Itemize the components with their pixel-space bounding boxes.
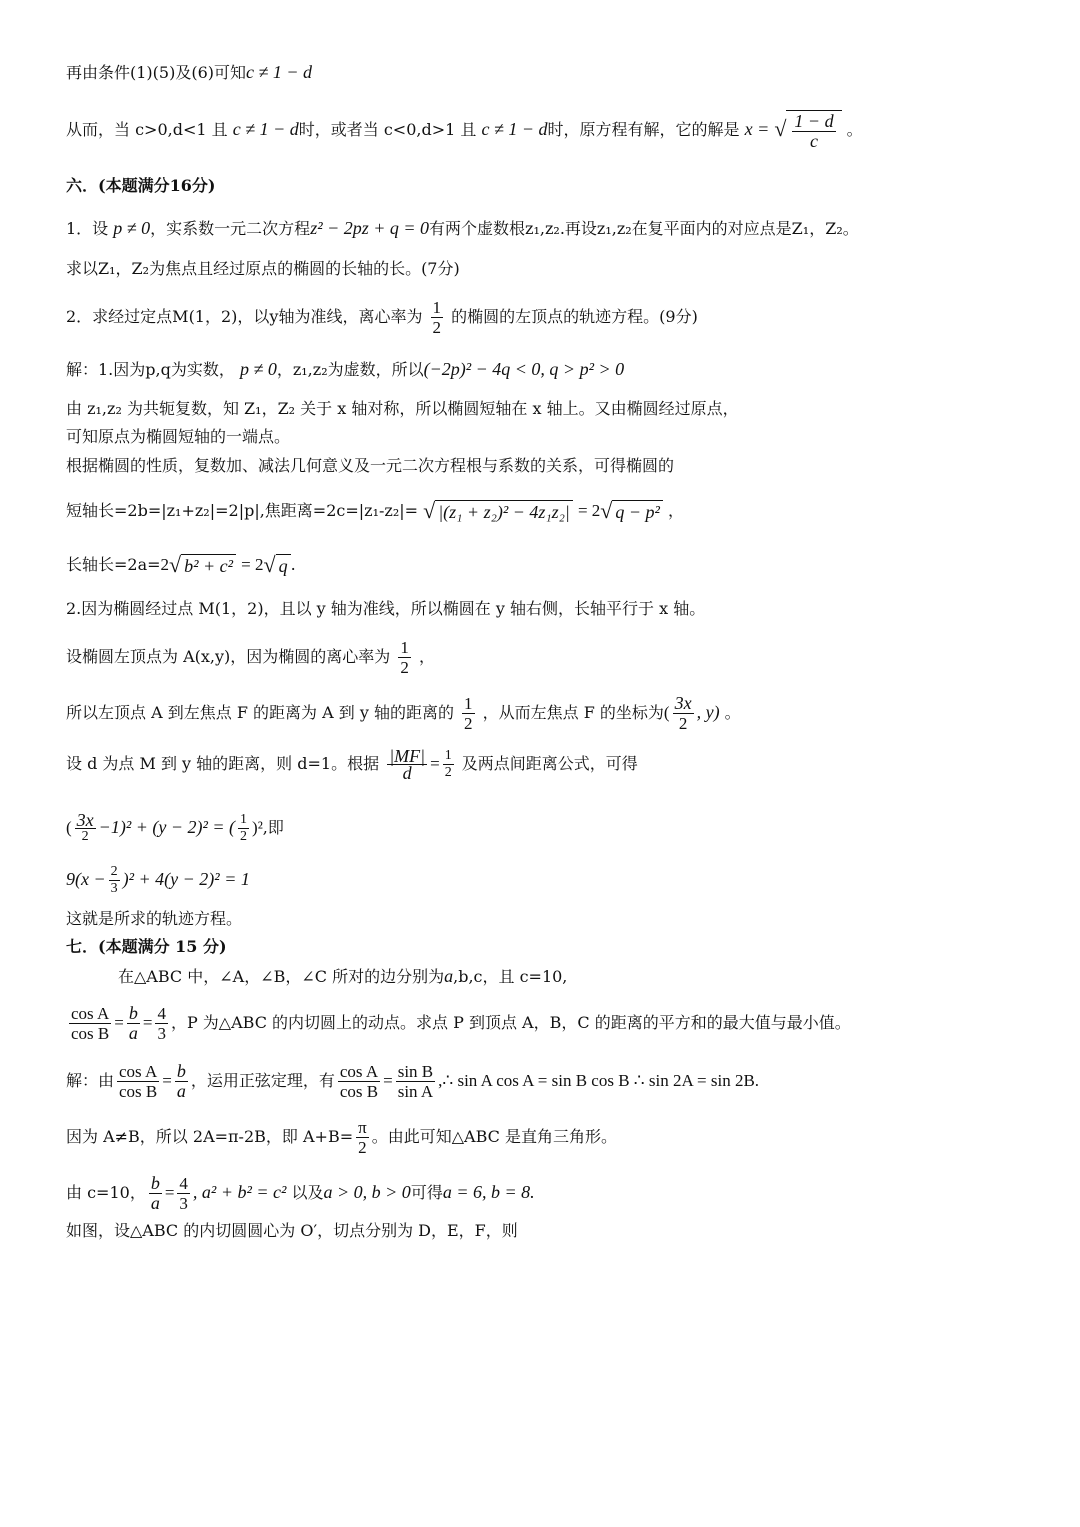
- text: 由 c=10，: [66, 1183, 146, 1202]
- sqrt-expr: √ q: [264, 554, 291, 577]
- math-expr: = 2: [241, 555, 264, 574]
- text: 短轴长=2b=|z₁+z₂|=2|p|,焦距离=2c=|z₁-z₂|=: [66, 501, 419, 520]
- math-expr: z² − 2pz + q = 0: [310, 218, 430, 238]
- math-expr: −1)² + (y − 2)² = (: [98, 817, 236, 837]
- fraction-denominator: 3: [157, 1024, 166, 1043]
- fraction-denominator: 2: [678, 714, 688, 733]
- text: 设椭圆左顶点为 A(x,y)，因为椭圆的离心率为: [66, 647, 391, 666]
- fraction-numerator: b: [150, 1173, 160, 1193]
- line-short-axis: [66, 500, 684, 523]
- text: 求以Z₁，Z₂为焦点且经过原点的椭圆的长轴的长。(7分): [66, 259, 460, 278]
- fraction-denominator: a: [150, 1193, 160, 1213]
- line-origin: [66, 427, 290, 447]
- fraction-numerator: |MF|: [389, 746, 426, 766]
- fraction-denominator: 3: [179, 1194, 188, 1213]
- text: 时，或者当 c<0,d>1 且: [298, 120, 477, 139]
- fraction-numerator: π: [358, 1118, 367, 1137]
- text: 在△ABC 中，∠A，∠B，∠C 所对的边分别为: [118, 967, 445, 986]
- math-expr: =: [114, 1013, 124, 1032]
- text: ，P 为△ABC 的内切圆上的动点。求点 P 到顶点 A，B，C 的距离的平方和的最大值与最小值。: [170, 1013, 851, 1032]
- text: 从而，当 c>0,d<1 且: [66, 120, 228, 139]
- line-condition: [66, 62, 312, 83]
- math-expr: ,∴ sin A cos A = sin B cos B ∴ sin 2A = sin 2B.: [438, 1071, 760, 1090]
- fraction: [462, 694, 475, 733]
- text: 这就是所求的轨迹方程。: [66, 909, 243, 928]
- line-conjugate: [66, 399, 739, 419]
- text: 及两点间距离公式，可得: [461, 754, 638, 773]
- paren: (: [66, 818, 72, 837]
- fraction: [75, 812, 96, 845]
- text: ,b,c，且 c=10,: [453, 967, 568, 986]
- fraction-numerator: cos A: [71, 1004, 110, 1023]
- fraction-numerator: 4: [157, 1004, 166, 1023]
- text: ，: [418, 647, 435, 666]
- line-sides: [66, 1174, 535, 1213]
- line-problem-7b: [66, 1004, 851, 1043]
- section-heading-7: [66, 937, 227, 957]
- text: ,即: [262, 818, 284, 837]
- fraction-numerator: b: [128, 1003, 138, 1023]
- math-expr: a > 0, b > 0: [323, 1182, 411, 1202]
- heading: 七．(本题满分 15 分): [66, 937, 227, 956]
- math-expr: c ≠ 1 − d: [232, 119, 299, 139]
- math-expr: p ≠ 0: [239, 359, 277, 379]
- fraction-numerator: 4: [179, 1174, 188, 1193]
- text: 可得: [410, 1183, 443, 1202]
- fraction-numerator: 1: [444, 748, 452, 763]
- text: 以及: [291, 1183, 324, 1202]
- math-expr: )²: [252, 818, 263, 837]
- text: 。: [846, 120, 863, 139]
- fraction-denominator: c: [810, 131, 818, 151]
- radicand: q − p²: [612, 500, 663, 522]
- fraction-numerator: cos A: [339, 1062, 379, 1081]
- line-focus: [66, 694, 741, 733]
- line-solution-1: [66, 359, 624, 380]
- text: 1．设: [66, 219, 109, 238]
- fraction-numerator: 1: [400, 638, 409, 657]
- line-problem-6-1: [66, 218, 859, 239]
- text: 。由此可知△ABC 是直角三角形。: [371, 1127, 617, 1146]
- fraction-denominator: cos B: [71, 1024, 110, 1043]
- sqrt-expr: √ |(z₁ + z₂)² − 4z₁z₂|: [423, 500, 573, 523]
- text: 可知原点为椭圆短轴的一端点。: [66, 427, 291, 446]
- line-equation-2: [66, 864, 250, 897]
- fraction-numerator: 1: [432, 298, 442, 317]
- line-problem-7: [118, 966, 567, 987]
- fraction: [398, 638, 411, 677]
- fraction-denominator: 3: [110, 881, 118, 896]
- line-problem-6-2: [66, 298, 698, 337]
- fraction-denominator: 2: [240, 829, 248, 844]
- text: ，运用正弦定理，有: [190, 1071, 335, 1090]
- math-expr: (−2p)² − 4q < 0, q > p² > 0: [423, 359, 625, 379]
- fraction: [177, 1174, 190, 1213]
- fraction: [238, 812, 249, 845]
- fraction-denominator: a: [176, 1081, 186, 1101]
- line-equation-1: [66, 812, 284, 845]
- text: 有两个虚数根z₁,z₂.再设z₁,z₂在复平面内的对应点是Z₁，Z₂。: [429, 219, 859, 238]
- fraction-denominator: a: [128, 1023, 138, 1043]
- radicand: |(z₁ + z₂)² − 4z₁z₂|: [435, 500, 573, 522]
- line-solution-cond: [66, 110, 863, 151]
- text: 。: [724, 703, 741, 722]
- text: 解：1.因为p,q为实数，: [66, 360, 235, 379]
- line-solution-2: [66, 599, 705, 619]
- text: 长轴长=2a=: [66, 555, 161, 574]
- text: ，实系数一元二次方程: [150, 219, 311, 238]
- text: 根据椭圆的性质，复数加、减法几何意义及一元二次方程根与系数的关系，可得椭圆的: [66, 456, 675, 475]
- fraction-denominator: 2: [400, 658, 409, 677]
- text: 解：由: [66, 1071, 115, 1090]
- fraction-denominator: d: [402, 763, 412, 783]
- fraction-numerator: cos A: [119, 1062, 158, 1081]
- line-solution-7: [66, 1062, 759, 1101]
- math-expr: a: [444, 966, 454, 986]
- text: 由 z₁,z₂ 为共轭复数，知 Z₁，Z₂ 关于 x 轴对称，所以椭圆短轴在 x 轴上。又由椭圆经过原点，: [66, 399, 739, 418]
- math-expr: =: [430, 754, 440, 773]
- fraction: [155, 1004, 168, 1043]
- radicand: b² + c²: [181, 554, 236, 576]
- text: 的椭圆的左顶点的轨迹方程。(9分): [451, 307, 698, 326]
- fraction-denominator: 2: [81, 829, 89, 844]
- math-expr: c ≠ 1 − d: [246, 62, 313, 82]
- math-expr: a = 6, b = 8.: [442, 1182, 535, 1202]
- text: 时，原方程有解，它的解是: [547, 120, 740, 139]
- line-problem-6-1b: [66, 259, 460, 279]
- line-right-triangle: [66, 1118, 617, 1157]
- fraction: [127, 1004, 140, 1043]
- fraction-numerator: 2: [110, 864, 118, 879]
- paren: (: [663, 703, 670, 722]
- sqrt-expr: √ $\frac{1 - d}{c}$: [774, 110, 841, 151]
- math-expr: =: [164, 1183, 175, 1202]
- text: 2.因为椭圆经过点 M(1，2)，且以 y 轴为准线，所以椭圆在 y 轴右侧，长轴平行于 x 轴。: [66, 599, 706, 618]
- text: .: [290, 555, 296, 574]
- fraction-denominator: 2: [432, 318, 442, 337]
- section-heading-6: [66, 176, 215, 196]
- text: 因为 A≠B，所以 2A=π-2B，即 A+B=: [66, 1127, 354, 1146]
- fraction: [396, 1062, 435, 1101]
- fraction-denominator: 2: [444, 765, 452, 780]
- sqrt-expr: √ q − p²: [600, 500, 663, 523]
- fraction: [117, 1062, 159, 1101]
- fraction-denominator: sin A: [397, 1082, 434, 1101]
- fraction: [431, 298, 444, 337]
- line-long-axis: [66, 554, 296, 577]
- fraction-numerator: sin B: [397, 1062, 434, 1081]
- text: 再由条件(1)(5)及(6)可知: [66, 63, 246, 82]
- math-expr: p ≠ 0: [113, 218, 151, 238]
- fraction-numerator: b: [176, 1061, 186, 1081]
- line-distance: [66, 748, 638, 781]
- text: 如图，设△ABC 的内切圆圆心为 O′，切点分别为 D，E，F，则: [66, 1221, 518, 1240]
- math-expr: )² + 4(y − 2)² = 1: [122, 869, 250, 889]
- sqrt-expr: √ b² + c²: [169, 554, 236, 577]
- fraction: [673, 694, 694, 733]
- math-expr: =: [383, 1071, 393, 1090]
- math-expr: 2: [160, 555, 170, 574]
- line-vertex: [66, 638, 435, 677]
- fraction: [149, 1174, 162, 1213]
- fraction-denominator: 2: [358, 1138, 367, 1157]
- fraction: [387, 748, 427, 781]
- math-expr: = 2: [577, 501, 601, 520]
- fraction: [109, 864, 120, 897]
- line-incircle: [66, 1221, 518, 1241]
- math-expr: =: [162, 1071, 172, 1090]
- line-conclusion: [66, 909, 242, 929]
- fraction: [175, 1062, 188, 1101]
- fraction-denominator: cos B: [339, 1082, 379, 1101]
- fraction-denominator: 2: [464, 714, 473, 733]
- line-properties: [66, 456, 674, 476]
- text: ，从而左焦点 F 的坐标为: [482, 703, 664, 722]
- fraction-numerator: 1: [240, 812, 248, 827]
- fraction-numerator: 3x: [674, 693, 692, 713]
- text: ，: [668, 501, 685, 520]
- math-expr: x =: [744, 119, 770, 139]
- fraction: [338, 1062, 380, 1101]
- text: ，z₁,z₂为虚数，所以: [276, 360, 424, 379]
- radicand: q: [276, 554, 291, 576]
- math-expr: =: [142, 1013, 153, 1032]
- math-expr: c ≠ 1 − d: [481, 119, 548, 139]
- fraction-numerator: 1 − d: [794, 111, 834, 131]
- text: 2．求经过定点M(1，2)，以y轴为准线，离心率为: [66, 307, 423, 326]
- text: 所以左顶点 A 到左焦点 F 的距离为 A 到 y 轴的距离的: [66, 703, 454, 722]
- fraction: [356, 1118, 369, 1157]
- fraction: [69, 1004, 111, 1043]
- math-expr: 9(x −: [66, 869, 106, 889]
- math-expr: , y): [696, 702, 720, 722]
- fraction: [443, 748, 454, 781]
- text: 设 d 为点 M 到 y 轴的距离，则 d=1。根据: [66, 754, 380, 773]
- fraction-numerator: 3x: [76, 810, 94, 830]
- fraction-numerator: 1: [464, 694, 473, 713]
- fraction-denominator: cos B: [119, 1082, 158, 1101]
- math-expr: , a² + b² = c²: [192, 1182, 287, 1202]
- heading: 六．(本题满分16分): [66, 176, 216, 195]
